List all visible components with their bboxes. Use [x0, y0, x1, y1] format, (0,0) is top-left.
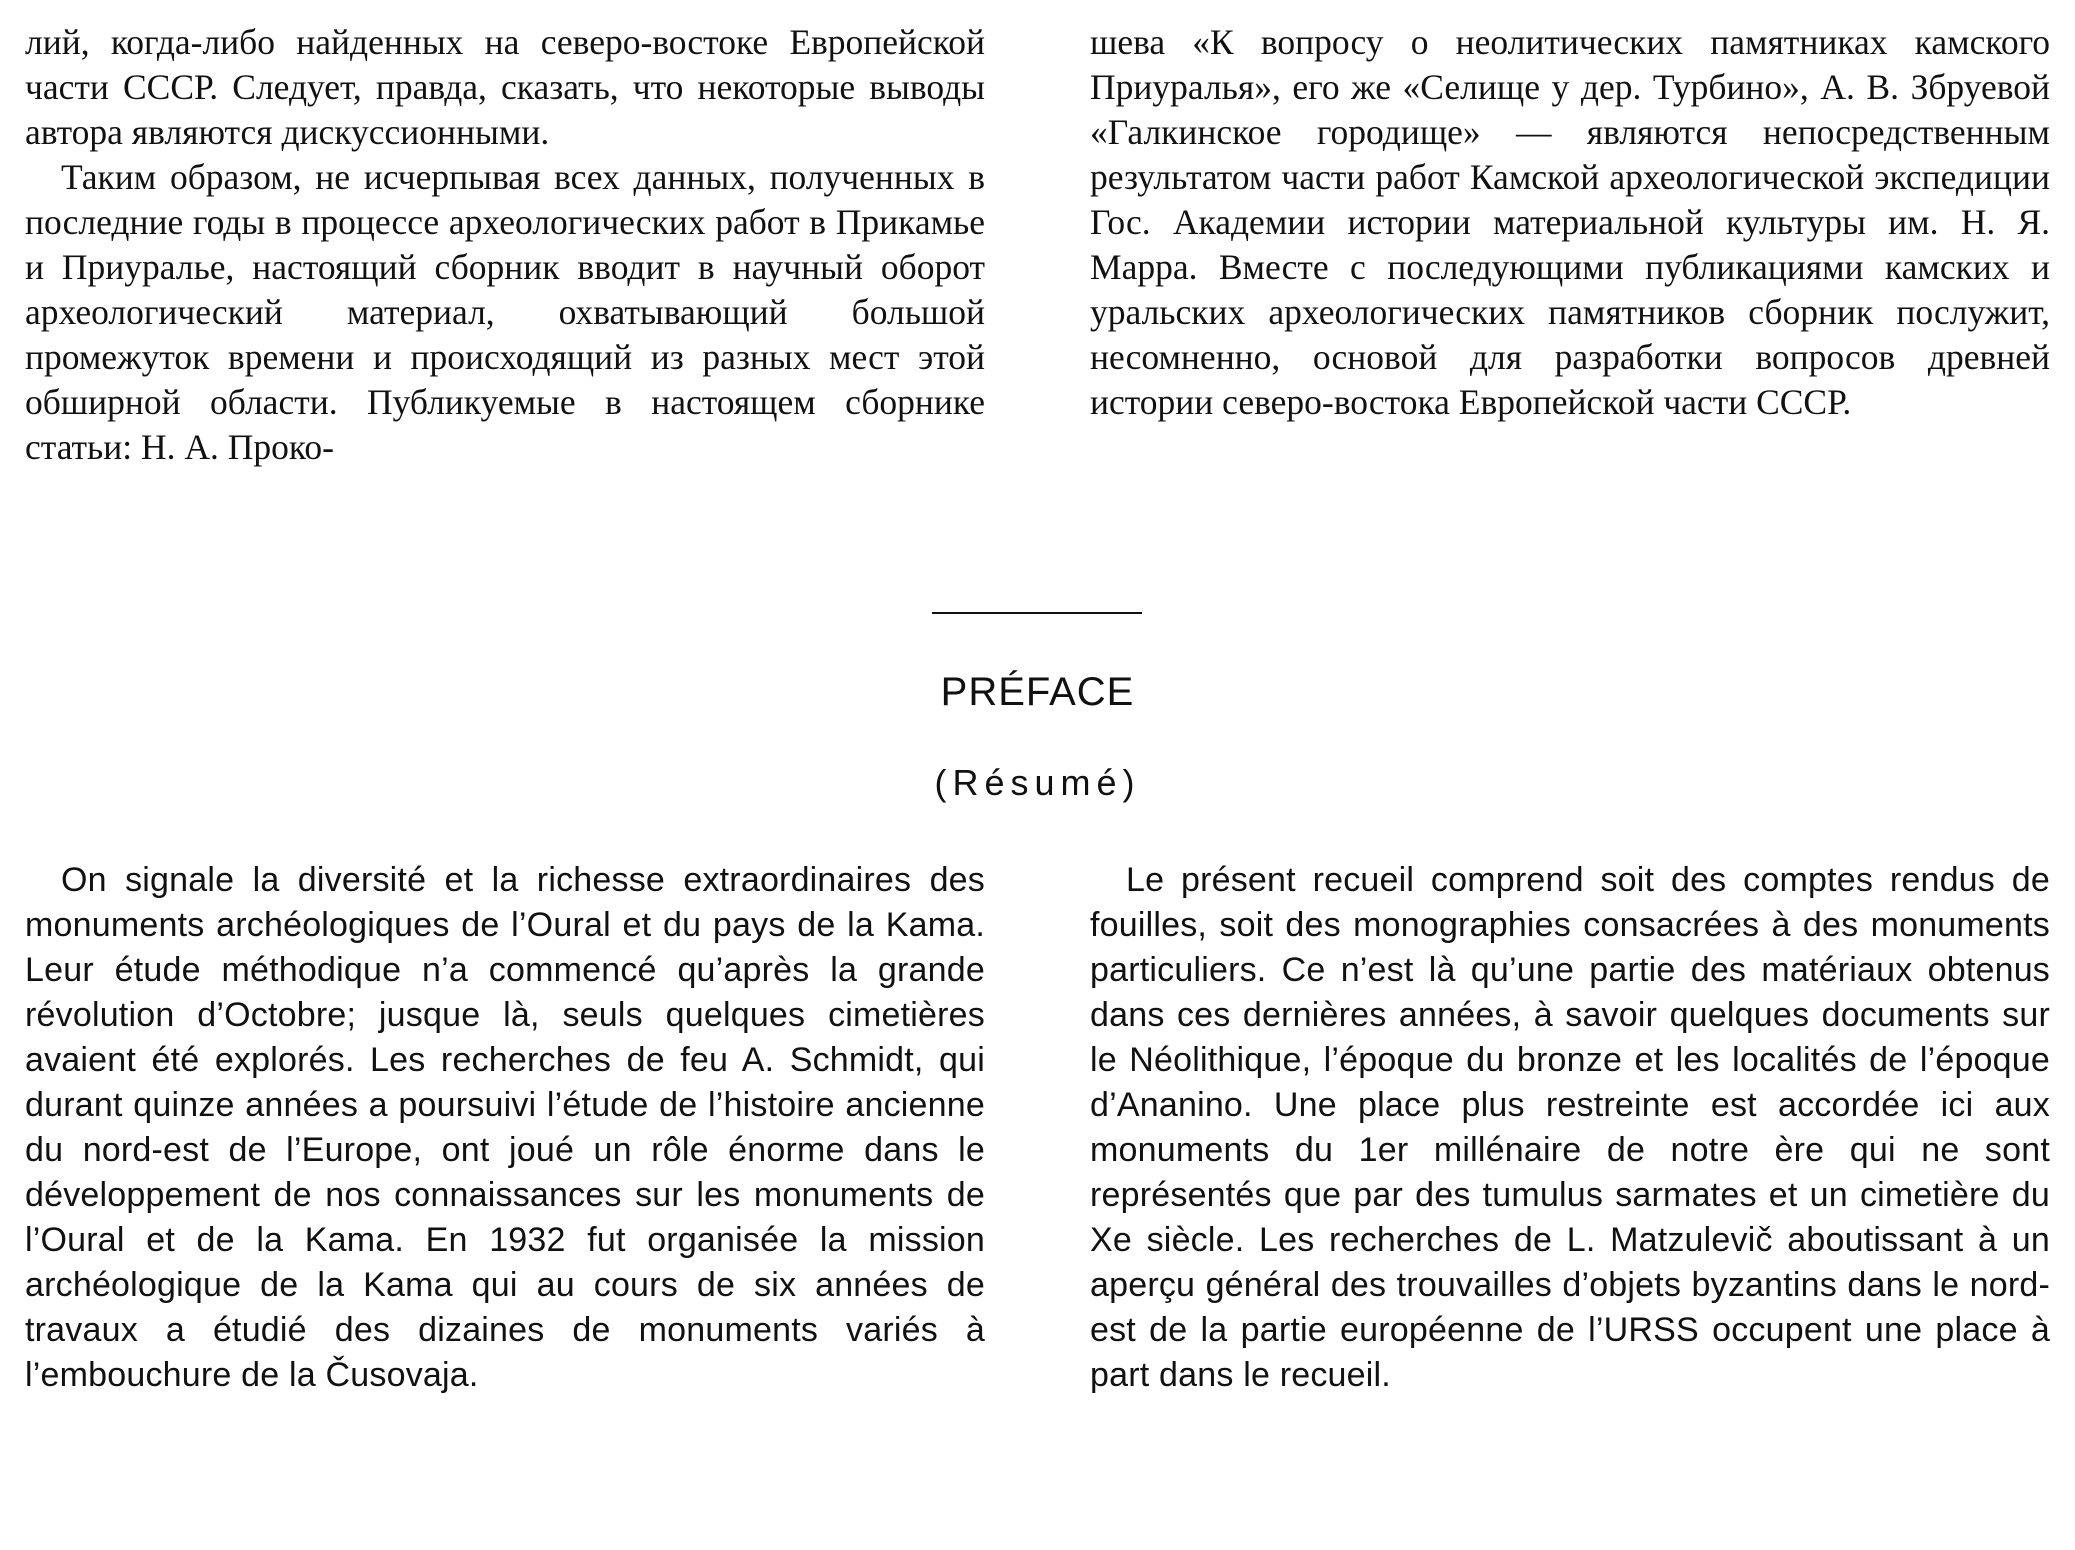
french-text-left-column [25, 858, 985, 1398]
section-divider [932, 612, 1142, 614]
french-text-right-column [1090, 858, 2050, 1398]
french-paragraph: On signale la diversité et la richesse extraordinaires des monuments archéologiques de l’Oural et du pays de la Kama. Leur étude méthodique n’a commencé qu’après la grande révolution d’Octobre; jusque là, seuls quelques cimetières avaient été explorés. Les recherches de feu A. Schmidt, qui durant quinze années a poursuivi l’étude de l’histoire ancienne du nord-est de l’Europe, ont joué un rôle énorme dans le développement de nos connaissances sur les monuments de l’Oural et de la Kama. En 1932 fut organisée la mission archéologique de la Kama qui au cours de six années de travaux a étudié des dizaines de monuments variés à l’embouchure de la Čusovaja. [25, 861, 985, 1394]
french-paragraph: Le présent recueil comprend soit des comptes rendus de fouilles, soit des monographies consacrées à des monuments particuliers. Ce n’est là qu’une partie des matériaux obtenus dans ces dernières années, à savoir quelques documents sur le Néolithique, l’époque du bronze et les localités de l’époque d’Ananino. Une place plus restreinte est accordée ici aux monuments du 1er millénaire de notre ère qui ne sont représentés que par des tumulus sarmates et un cimetière du Xe siècle. Les recherches de L. Matzulevič aboutissant à un aperçu général des trouvailles d’objets byzantins dans le nord-est de la partie européenne de l’URSS occupent une place à part dans le recueil. [1090, 861, 2050, 1394]
russian-paragraph: Таким образом, не исчерпывая всех данных, полученных в последние годы в процессе археологических работ в Прикамье и Приуралье, настоящий сборник вводит в научный оборот археологический материал, охватывающий большой промежуток времени и происходящий из разных мест этой обширной области. Публикуемые в настоящем сборнике статьи: Н. А. Проко- [25, 157, 985, 467]
preface-title: PRÉFACE [940, 670, 1135, 714]
russian-paragraph: шева «К вопросу о неолитических памятниках камского Приуралья», его же «Селище у дер. Турбино», А. В. Збруевой «Галкинское городище» — являются непосредственным результатом части работ Камской археологической экспедиции Гос. Академии истории материальной культуры им. Н. Я. Марра. Вместе с последующими публикациями камских и уральских археологических памятников сборник послужит, несомненно, основой для разработки вопросов древней истории северо-востока Европейской части СССР. [1090, 22, 2050, 422]
preface-subtitle: (Résumé) [934, 762, 1141, 803]
russian-paragraph: лий, когда-либо найденных на северо-востоке Европейской части СССР. Следует, правда, сказать, что некоторые выводы автора являются дискуссионными. [25, 22, 985, 152]
russian-text-right-column [1090, 20, 2050, 425]
russian-text-left-column [25, 20, 985, 470]
